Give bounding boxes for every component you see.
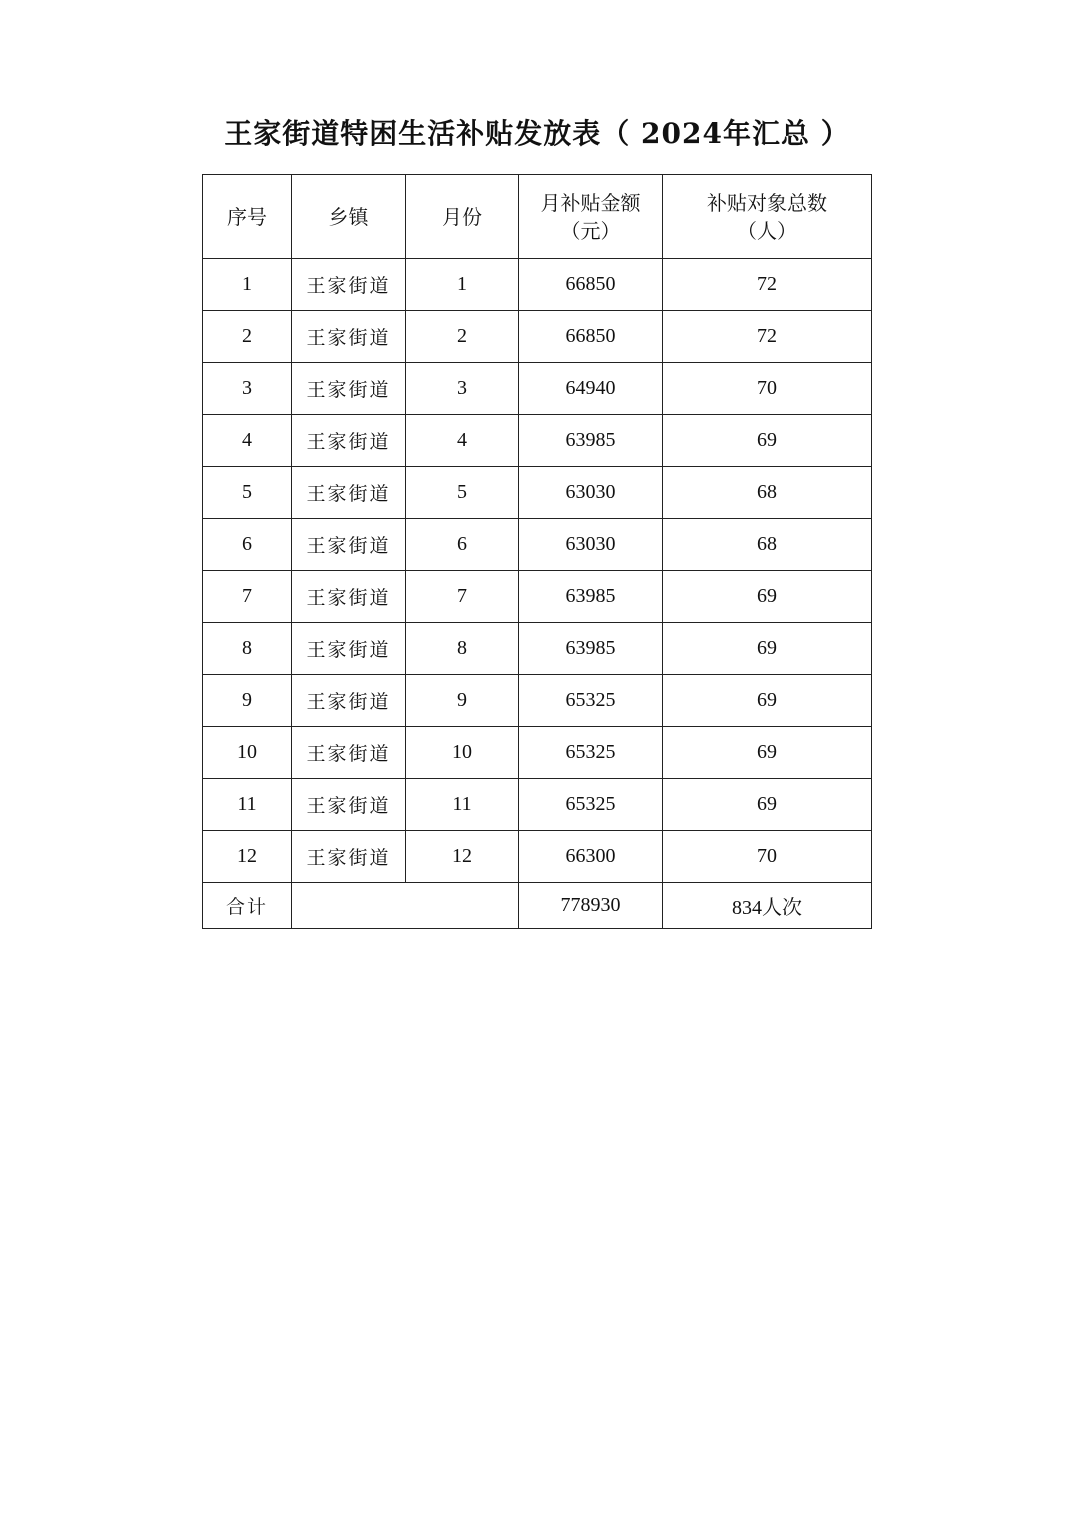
table-row bbox=[203, 727, 872, 779]
cell-month: 2 bbox=[406, 311, 519, 363]
total-blank-cell bbox=[292, 883, 519, 929]
cell-recipients: 69 bbox=[663, 727, 872, 779]
cell-index: 4 bbox=[203, 415, 292, 467]
cell-index: 3 bbox=[203, 363, 292, 415]
cell-index: 2 bbox=[203, 311, 292, 363]
header-town: 乡镇 bbox=[292, 175, 406, 259]
cell-index: 12 bbox=[203, 831, 292, 883]
subsidy-table bbox=[202, 174, 872, 929]
cell-amount: 65325 bbox=[519, 779, 663, 831]
cell-town: 王家街道 bbox=[292, 415, 406, 467]
cell-recipients: 68 bbox=[663, 467, 872, 519]
header-amount-line2: （元） bbox=[560, 218, 621, 243]
total-amount: 778930 bbox=[519, 883, 663, 929]
cell-town: 王家街道 bbox=[292, 831, 406, 883]
cell-recipients: 69 bbox=[663, 779, 872, 831]
cell-index: 1 bbox=[203, 259, 292, 311]
cell-recipients: 69 bbox=[663, 623, 872, 675]
cell-month: 3 bbox=[406, 363, 519, 415]
header-recipients-line2: （人） bbox=[737, 218, 797, 243]
cell-index: 5 bbox=[203, 467, 292, 519]
cell-recipients: 69 bbox=[663, 571, 872, 623]
cell-month: 11 bbox=[406, 779, 519, 831]
cell-month: 5 bbox=[406, 467, 519, 519]
table-row bbox=[203, 363, 872, 415]
cell-town: 王家街道 bbox=[292, 259, 406, 311]
cell-recipients: 70 bbox=[663, 831, 872, 883]
cell-amount: 66850 bbox=[519, 311, 663, 363]
cell-amount: 63030 bbox=[519, 467, 663, 519]
cell-recipients: 70 bbox=[663, 363, 872, 415]
table-row bbox=[203, 675, 872, 727]
cell-recipients: 68 bbox=[663, 519, 872, 571]
header-index: 序号 bbox=[203, 175, 292, 259]
cell-index: 7 bbox=[203, 571, 292, 623]
page-title: 王家街道特困生活补贴发放表（ 2024年汇总 ） bbox=[224, 117, 850, 150]
total-recipients: 834人次 bbox=[663, 883, 872, 929]
cell-month: 12 bbox=[406, 831, 519, 883]
header-amount bbox=[519, 175, 663, 259]
cell-recipients: 72 bbox=[663, 259, 872, 311]
cell-month: 8 bbox=[406, 623, 519, 675]
cell-amount: 65325 bbox=[519, 727, 663, 779]
cell-town: 王家街道 bbox=[292, 571, 406, 623]
cell-town: 王家街道 bbox=[292, 727, 406, 779]
cell-month: 6 bbox=[406, 519, 519, 571]
cell-town: 王家街道 bbox=[292, 519, 406, 571]
total-row bbox=[203, 883, 872, 929]
cell-amount: 63030 bbox=[519, 519, 663, 571]
cell-town: 王家街道 bbox=[292, 779, 406, 831]
cell-index: 9 bbox=[203, 675, 292, 727]
cell-town: 王家街道 bbox=[292, 675, 406, 727]
cell-recipients: 69 bbox=[663, 675, 872, 727]
table-row bbox=[203, 779, 872, 831]
header-month: 月份 bbox=[406, 175, 519, 259]
cell-amount: 64940 bbox=[519, 363, 663, 415]
cell-month: 10 bbox=[406, 727, 519, 779]
cell-town: 王家街道 bbox=[292, 311, 406, 363]
cell-recipients: 72 bbox=[663, 311, 872, 363]
table-row bbox=[203, 259, 872, 311]
table-row bbox=[203, 623, 872, 675]
header-recipients-line1: 补贴对象总数 bbox=[707, 190, 827, 215]
cell-recipients: 69 bbox=[663, 415, 872, 467]
cell-index: 11 bbox=[203, 779, 292, 831]
cell-town: 王家街道 bbox=[292, 363, 406, 415]
table-row bbox=[203, 467, 872, 519]
cell-amount: 66300 bbox=[519, 831, 663, 883]
header-recipients bbox=[663, 175, 872, 259]
cell-town: 王家街道 bbox=[292, 623, 406, 675]
cell-index: 10 bbox=[203, 727, 292, 779]
total-label: 合计 bbox=[203, 883, 292, 929]
cell-index: 8 bbox=[203, 623, 292, 675]
cell-amount: 66850 bbox=[519, 259, 663, 311]
cell-amount: 65325 bbox=[519, 675, 663, 727]
table-row bbox=[203, 415, 872, 467]
table-row bbox=[203, 311, 872, 363]
table-row bbox=[203, 831, 872, 883]
cell-month: 9 bbox=[406, 675, 519, 727]
header-row bbox=[203, 175, 872, 259]
cell-amount: 63985 bbox=[519, 571, 663, 623]
cell-month: 7 bbox=[406, 571, 519, 623]
cell-month: 4 bbox=[406, 415, 519, 467]
cell-index: 6 bbox=[203, 519, 292, 571]
cell-amount: 63985 bbox=[519, 623, 663, 675]
cell-town: 王家街道 bbox=[292, 467, 406, 519]
header-amount-line1: 月补贴金额 bbox=[540, 190, 641, 215]
table-row bbox=[203, 519, 872, 571]
cell-month: 1 bbox=[406, 259, 519, 311]
table-row bbox=[203, 571, 872, 623]
cell-amount: 63985 bbox=[519, 415, 663, 467]
